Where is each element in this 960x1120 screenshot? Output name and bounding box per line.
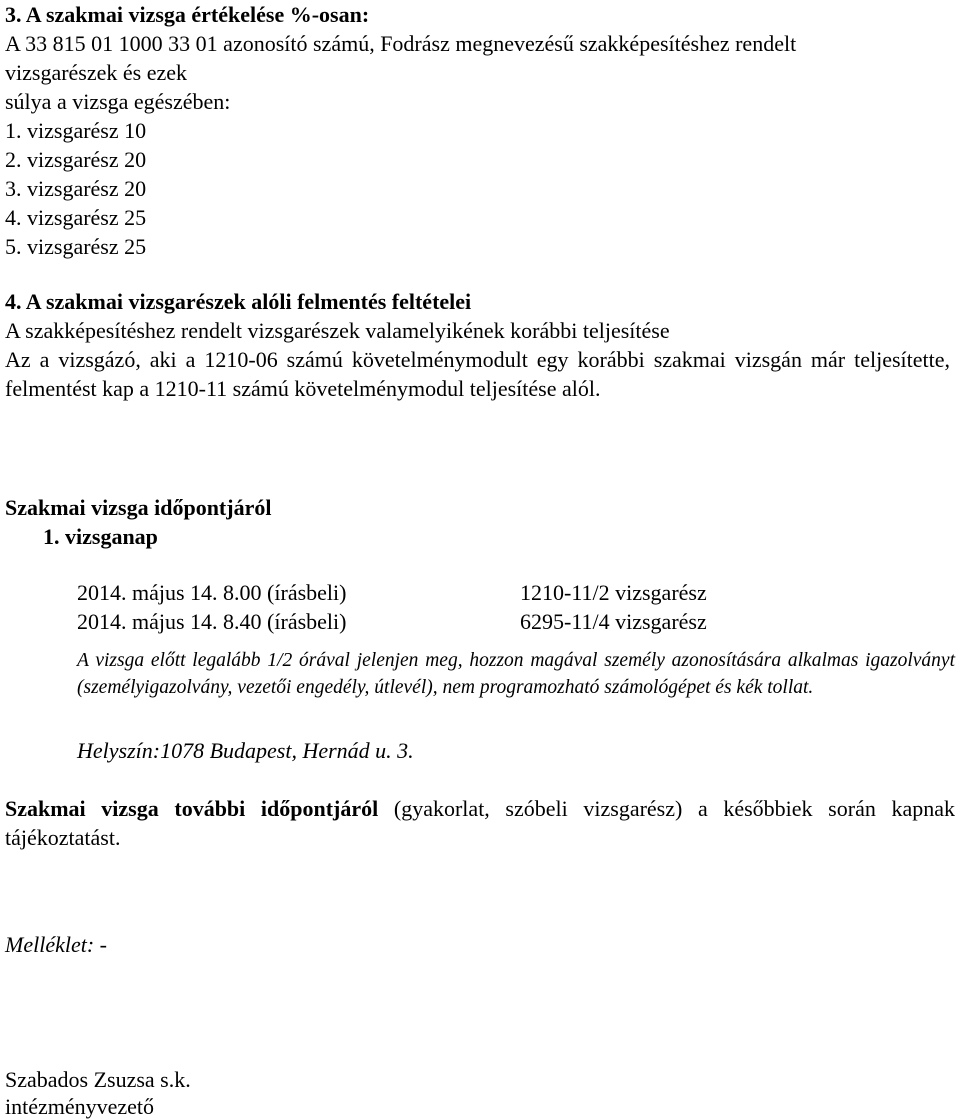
further-info-heading: Szakmai vizsga további időpontjáról: [5, 796, 379, 821]
exam-location: Helyszín:1078 Budapest, Hernád u. 3.: [77, 738, 414, 763]
signatory-name: Szabados Zsuzsa s.k.: [5, 1067, 191, 1092]
section-3: [5, 0, 796, 261]
exam-part-weight-item: 4. vizsgarész 25: [5, 205, 147, 230]
schedule-time: 2014. május 14. 8.40 (írásbeli): [77, 609, 347, 634]
signature-block: [5, 1066, 191, 1120]
section-3-line-2: vizsgarészek és ezek: [5, 60, 188, 85]
signatory-title: intézményvezető: [5, 1094, 155, 1119]
exam-part-weight-item: 1. vizsgarész 10: [5, 118, 147, 143]
section-4: [5, 287, 950, 403]
section-4-paragraph: Az a vizsgázó, aki a 1210-06 számú követelménymodult egy korábbi szakmai vizsgán már teljesítette, felmentést kap a 1210-11 számú követelménymodul teljesítése alól.: [5, 347, 950, 401]
schedule-table: [77, 578, 777, 636]
schedule-exam-part: 1210-11/2 vizsgarész: [520, 580, 707, 605]
section-3-heading: 3. A szakmai vizsga értékelése %-osan:: [5, 2, 370, 27]
exam-notice: A vizsga előtt legalább 1/2 órával jelenjen meg, hozzon magával személy azonosítására alkalmas igazolványt (személyigazolvány, vezetői engedély, útlevél), nem programozható számológépet és kék tollat.: [77, 650, 955, 698]
section-3-line-1: A 33 815 01 1000 33 01 azonosító számú, Fodrász megnevezésű szakképesítéshez rendelt: [5, 31, 797, 56]
further-info-paragraph: [5, 794, 955, 852]
exam-part-weight-item: 2. vizsgarész 20: [5, 147, 147, 172]
schedule-exam-part: 6295-11/4 vizsgarész: [520, 609, 707, 634]
schedule-title: Szakmai vizsga időpontjáról: [5, 495, 272, 520]
exam-part-weight-item: 3. vizsgarész 20: [5, 176, 147, 201]
further-info-text: (gyakorlat, szóbeli vizsgarész) a későbbiek során kapnak tájékoztatást.: [5, 796, 955, 850]
section-4-heading: 4. A szakmai vizsgarészek alóli felmentés feltételei: [5, 289, 472, 314]
section-3-line-3: súlya a vizsga egészében:: [5, 89, 231, 114]
schedule-row: [77, 607, 777, 636]
annex-label: Melléklet: -: [5, 932, 107, 957]
schedule-row: [77, 578, 777, 607]
exam-day-title: 1. vizsganap: [43, 524, 158, 549]
section-4-line-1: A szakképesítéshez rendelt vizsgarészek valamelyikének korábbi teljesítése: [5, 318, 670, 343]
schedule-time: 2014. május 14. 8.00 (írásbeli): [77, 580, 347, 605]
exam-part-weight-item: 5. vizsgarész 25: [5, 234, 147, 259]
